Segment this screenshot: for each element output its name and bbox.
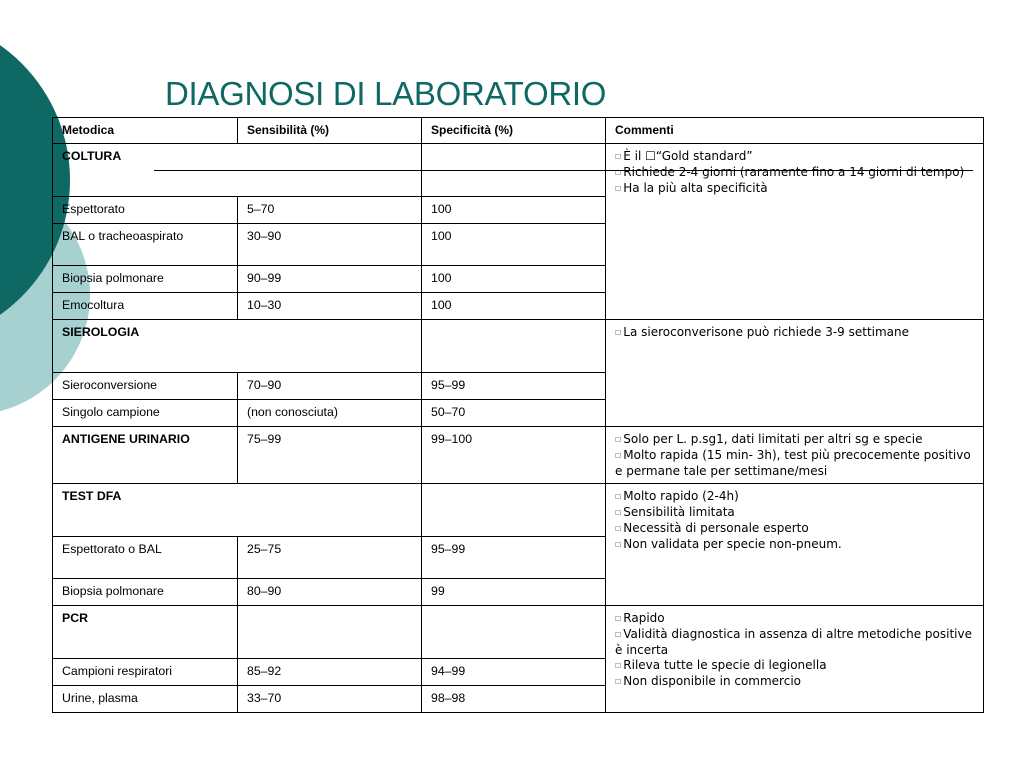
sensitivity-cell: 75–99 bbox=[238, 427, 422, 484]
checkbox-bullet-icon: ☐ bbox=[615, 615, 622, 623]
comments-pcr bbox=[606, 606, 984, 713]
comment-item: ☐ Non validata per specie non-pneum. bbox=[615, 537, 842, 551]
comments-sierologia bbox=[606, 320, 984, 427]
comment-item: ☐ La sieroconverisone può richiede 3-9 settimane bbox=[615, 325, 910, 339]
method-cell: Espettorato bbox=[53, 197, 238, 224]
checkbox-bullet-icon: ☐ bbox=[615, 329, 622, 337]
slide-title: DIAGNOSI DI LABORATORIO bbox=[165, 75, 607, 112]
comment-item: ☐ Validità diagnostica in assenza di altre metodiche positive è incerta bbox=[615, 627, 972, 657]
group-name-coltura: COLTURA bbox=[53, 144, 422, 197]
table-row bbox=[53, 484, 984, 537]
comments-test-dfa bbox=[606, 484, 984, 606]
group-name-antigene-urinario: ANTIGENE URINARIO bbox=[53, 427, 238, 484]
header-specificita: Specificità (%) bbox=[422, 118, 606, 144]
method-cell: Campioni respiratori bbox=[53, 659, 238, 686]
specificity-cell: 99 bbox=[422, 579, 606, 606]
header-metodica: Metodica bbox=[53, 118, 238, 144]
sensitivity-cell: 5–70 bbox=[238, 197, 422, 224]
method-cell: Emocoltura bbox=[53, 293, 238, 320]
specificity-cell: 50–70 bbox=[422, 400, 606, 427]
header-sensibilita: Sensibilità (%) bbox=[238, 118, 422, 144]
sensitivity-cell: 25–75 bbox=[238, 537, 422, 579]
method-cell: Sieroconversione bbox=[53, 373, 238, 400]
sensitivity-cell: 90–99 bbox=[238, 266, 422, 293]
group-name-test-dfa: TEST DFA bbox=[53, 484, 422, 537]
horizontal-rule-line bbox=[154, 170, 973, 171]
group-name-pcr: PCR bbox=[53, 606, 238, 659]
comment-item: ☐ È il ☐“Gold standard” bbox=[615, 149, 753, 163]
checkbox-bullet-icon: ☐ bbox=[615, 509, 622, 517]
method-cell: Biopsia polmonare bbox=[53, 266, 238, 293]
method-cell: Singolo campione bbox=[53, 400, 238, 427]
table-row bbox=[53, 320, 984, 373]
sensitivity-cell: 33–70 bbox=[238, 686, 422, 713]
comments-antigene-urinario bbox=[606, 427, 984, 484]
comment-item: ☐ Molto rapida (15 min- 3h), test più precocemente positivo e permane tale per settimane/mesi bbox=[615, 448, 971, 478]
table-row bbox=[53, 606, 984, 659]
comment-item: ☐ Richiede 2-4 giorni (raramente fino a 14 giorni di tempo) bbox=[615, 165, 965, 179]
specificity-cell bbox=[422, 606, 606, 659]
method-cell: Espettorato o BAL bbox=[53, 537, 238, 579]
checkbox-bullet-icon: ☐ bbox=[615, 169, 622, 177]
checkbox-bullet-icon: ☐ bbox=[615, 525, 622, 533]
specificity-cell: 100 bbox=[422, 224, 606, 266]
comment-item: ☐ Ha la più alta specificità bbox=[615, 181, 768, 195]
group-specificity bbox=[422, 320, 606, 373]
checkbox-bullet-icon: ☐ bbox=[615, 678, 622, 686]
comment-item: ☐ Molto rapido (2-4h) bbox=[615, 489, 739, 503]
comment-item: ☐ Non disponibile in commercio bbox=[615, 674, 802, 688]
comment-item: ☐ Sensibilità limitata bbox=[615, 505, 735, 519]
checkbox-bullet-icon: ☐ bbox=[615, 185, 622, 193]
specificity-cell: 98–98 bbox=[422, 686, 606, 713]
checkbox-bullet-icon: ☐ bbox=[615, 631, 622, 639]
table-row bbox=[53, 427, 984, 484]
method-cell: Urine, plasma bbox=[53, 686, 238, 713]
specificity-cell: 100 bbox=[422, 197, 606, 224]
checkbox-bullet-icon: ☐ bbox=[615, 493, 622, 501]
checkbox-bullet-icon: ☐ bbox=[615, 436, 622, 444]
comment-item: ☐ Rileva tutte le specie di legionella bbox=[615, 658, 827, 672]
sensitivity-cell bbox=[238, 606, 422, 659]
group-name-sierologia: SIEROLOGIA bbox=[53, 320, 422, 373]
checkbox-bullet-icon: ☐ bbox=[615, 541, 622, 549]
checkbox-bullet-icon: ☐ bbox=[615, 153, 622, 161]
specificity-cell: 100 bbox=[422, 293, 606, 320]
checkbox-bullet-icon: ☐ bbox=[615, 662, 622, 670]
sensitivity-cell: 10–30 bbox=[238, 293, 422, 320]
diagnostic-methods-table bbox=[52, 117, 984, 713]
sensitivity-cell: 70–90 bbox=[238, 373, 422, 400]
specificity-cell: 95–99 bbox=[422, 373, 606, 400]
sensitivity-cell: (non conosciuta) bbox=[238, 400, 422, 427]
method-cell: Biopsia polmonare bbox=[53, 579, 238, 606]
header-commenti: Commenti bbox=[606, 118, 984, 144]
checkbox-bullet-icon: ☐ bbox=[615, 452, 622, 460]
sensitivity-cell: 85–92 bbox=[238, 659, 422, 686]
sensitivity-cell: 80–90 bbox=[238, 579, 422, 606]
specificity-cell: 94–99 bbox=[422, 659, 606, 686]
group-specificity bbox=[422, 484, 606, 537]
comment-item: ☐ Necessità di personale esperto bbox=[615, 521, 809, 535]
specificity-cell: 95–99 bbox=[422, 537, 606, 579]
comment-item: ☐ Rapido bbox=[615, 611, 665, 625]
method-cell: BAL o tracheoaspirato bbox=[53, 224, 238, 266]
specificity-cell: 100 bbox=[422, 266, 606, 293]
specificity-cell: 99–100 bbox=[422, 427, 606, 484]
comment-item: ☐ Solo per L. p.sg1, dati limitati per altri sg e specie bbox=[615, 432, 923, 446]
sensitivity-cell: 30–90 bbox=[238, 224, 422, 266]
